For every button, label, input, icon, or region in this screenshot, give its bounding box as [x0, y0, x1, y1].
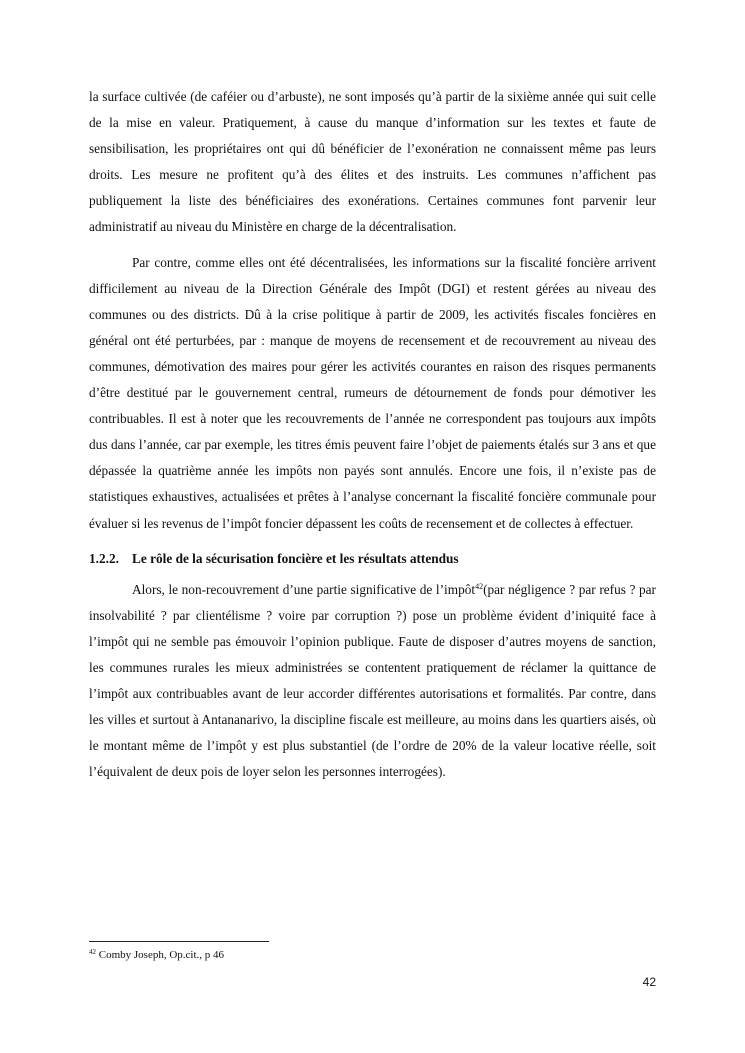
footnote-reference[interactable]: 42 — [475, 581, 484, 591]
section-heading — [89, 547, 656, 571]
footnote — [89, 948, 224, 962]
footnote-divider — [89, 941, 269, 942]
section-number: 1.2.2. — [89, 550, 119, 566]
body-text — [89, 84, 656, 794]
section-title: Le rôle de la sécurisation foncière et les résultats attendus — [132, 550, 459, 566]
paragraph-2: Par contre, comme elles ont été décentralisées, les informations sur la fiscalité foncière arrivent difficilement au niveau de la Direction Générale des Impôt (DGI) et restent gérées au niveau des communes ou des districts. Dû à la crise politique à partir de 2009, les activités fiscales foncières en général ont été perturbées, par : manque de moyens de recensement et de recouvrement au niveau des communes, démotivation des maires pour gérer les activités courantes en raison des risques permanents d’être destitué par le gouvernement central, rumeurs de détournement de fonds pour démotiver les contribuables. Il est à noter que les recouvrements de l’année ne correspondent pas toujours aux impôts dus dans l’année, car par exemple, les titres émis peuvent faire l’objet de paiements étalés sur 3 ans et que dépassée la quatrième année les impôts non payés sont annulés. Encore une fois, il n’existe pas de statistiques exhaustives, actualisées et prêtes à l’analyse concernant la fiscalité foncière communale pour évaluer si les revenus de l’impôt foncier dépassent les coûts de recensement et de collectes à effectuer. — [89, 254, 656, 531]
paragraph-1: la surface cultivée (de caféier ou d’arbuste), ne sont imposés qu’à partir de la sixième année qui suit celle de la mise en valeur. Pratiquement, à cause du manque d’information sur les textes et faute de sensibilisation, les propriétaires ont qui dû bénéficier de l’exonération ne connaissent même pas leurs droits. Les mesure ne profitent qu’à des élites et des instruits. Les communes n’affichent pas publiquement la liste des bénéficiaires des exonérations. Certaines communes font parvenir leur administratif au niveau du Ministère en charge de la décentralisation. — [89, 89, 656, 235]
footnote-text: Comby Joseph, Op.cit., p 46 — [98, 949, 225, 961]
paragraph-3-rest: (par négligence ? par refus ? par insolvabilité ? par clientélisme ? voire par corruption ?) pose un problème évident d’iniquité face à l’impôt qui ne semble pas émouvoir l’opinion publique. Faute de disposer d’autres moyens de sanction, les communes rurales les mieux administrées se contentent pratiquement de réclamer la quittance de l’impôt aux contribuables avant de leur accorder différentes autorisations et formalités. Par contre, dans les villes et surtout à Antananarivo, la discipline fiscale est meilleure, au moins dans les quartiers aisés, où le montant même de l’impôt y est plus substantiel (de l’ordre de 20% de la valeur locative réelle, soit l’équivalent de deux pois de loyer selon les personnes interrogées). — [89, 581, 656, 780]
paragraph-3-start: Alors, le non-recouvrement d’une partie significative de l’impôt — [132, 581, 476, 597]
footnote-number: 42 — [89, 948, 96, 956]
page-number: 42 — [642, 975, 656, 989]
paragraph-3 — [89, 577, 656, 786]
